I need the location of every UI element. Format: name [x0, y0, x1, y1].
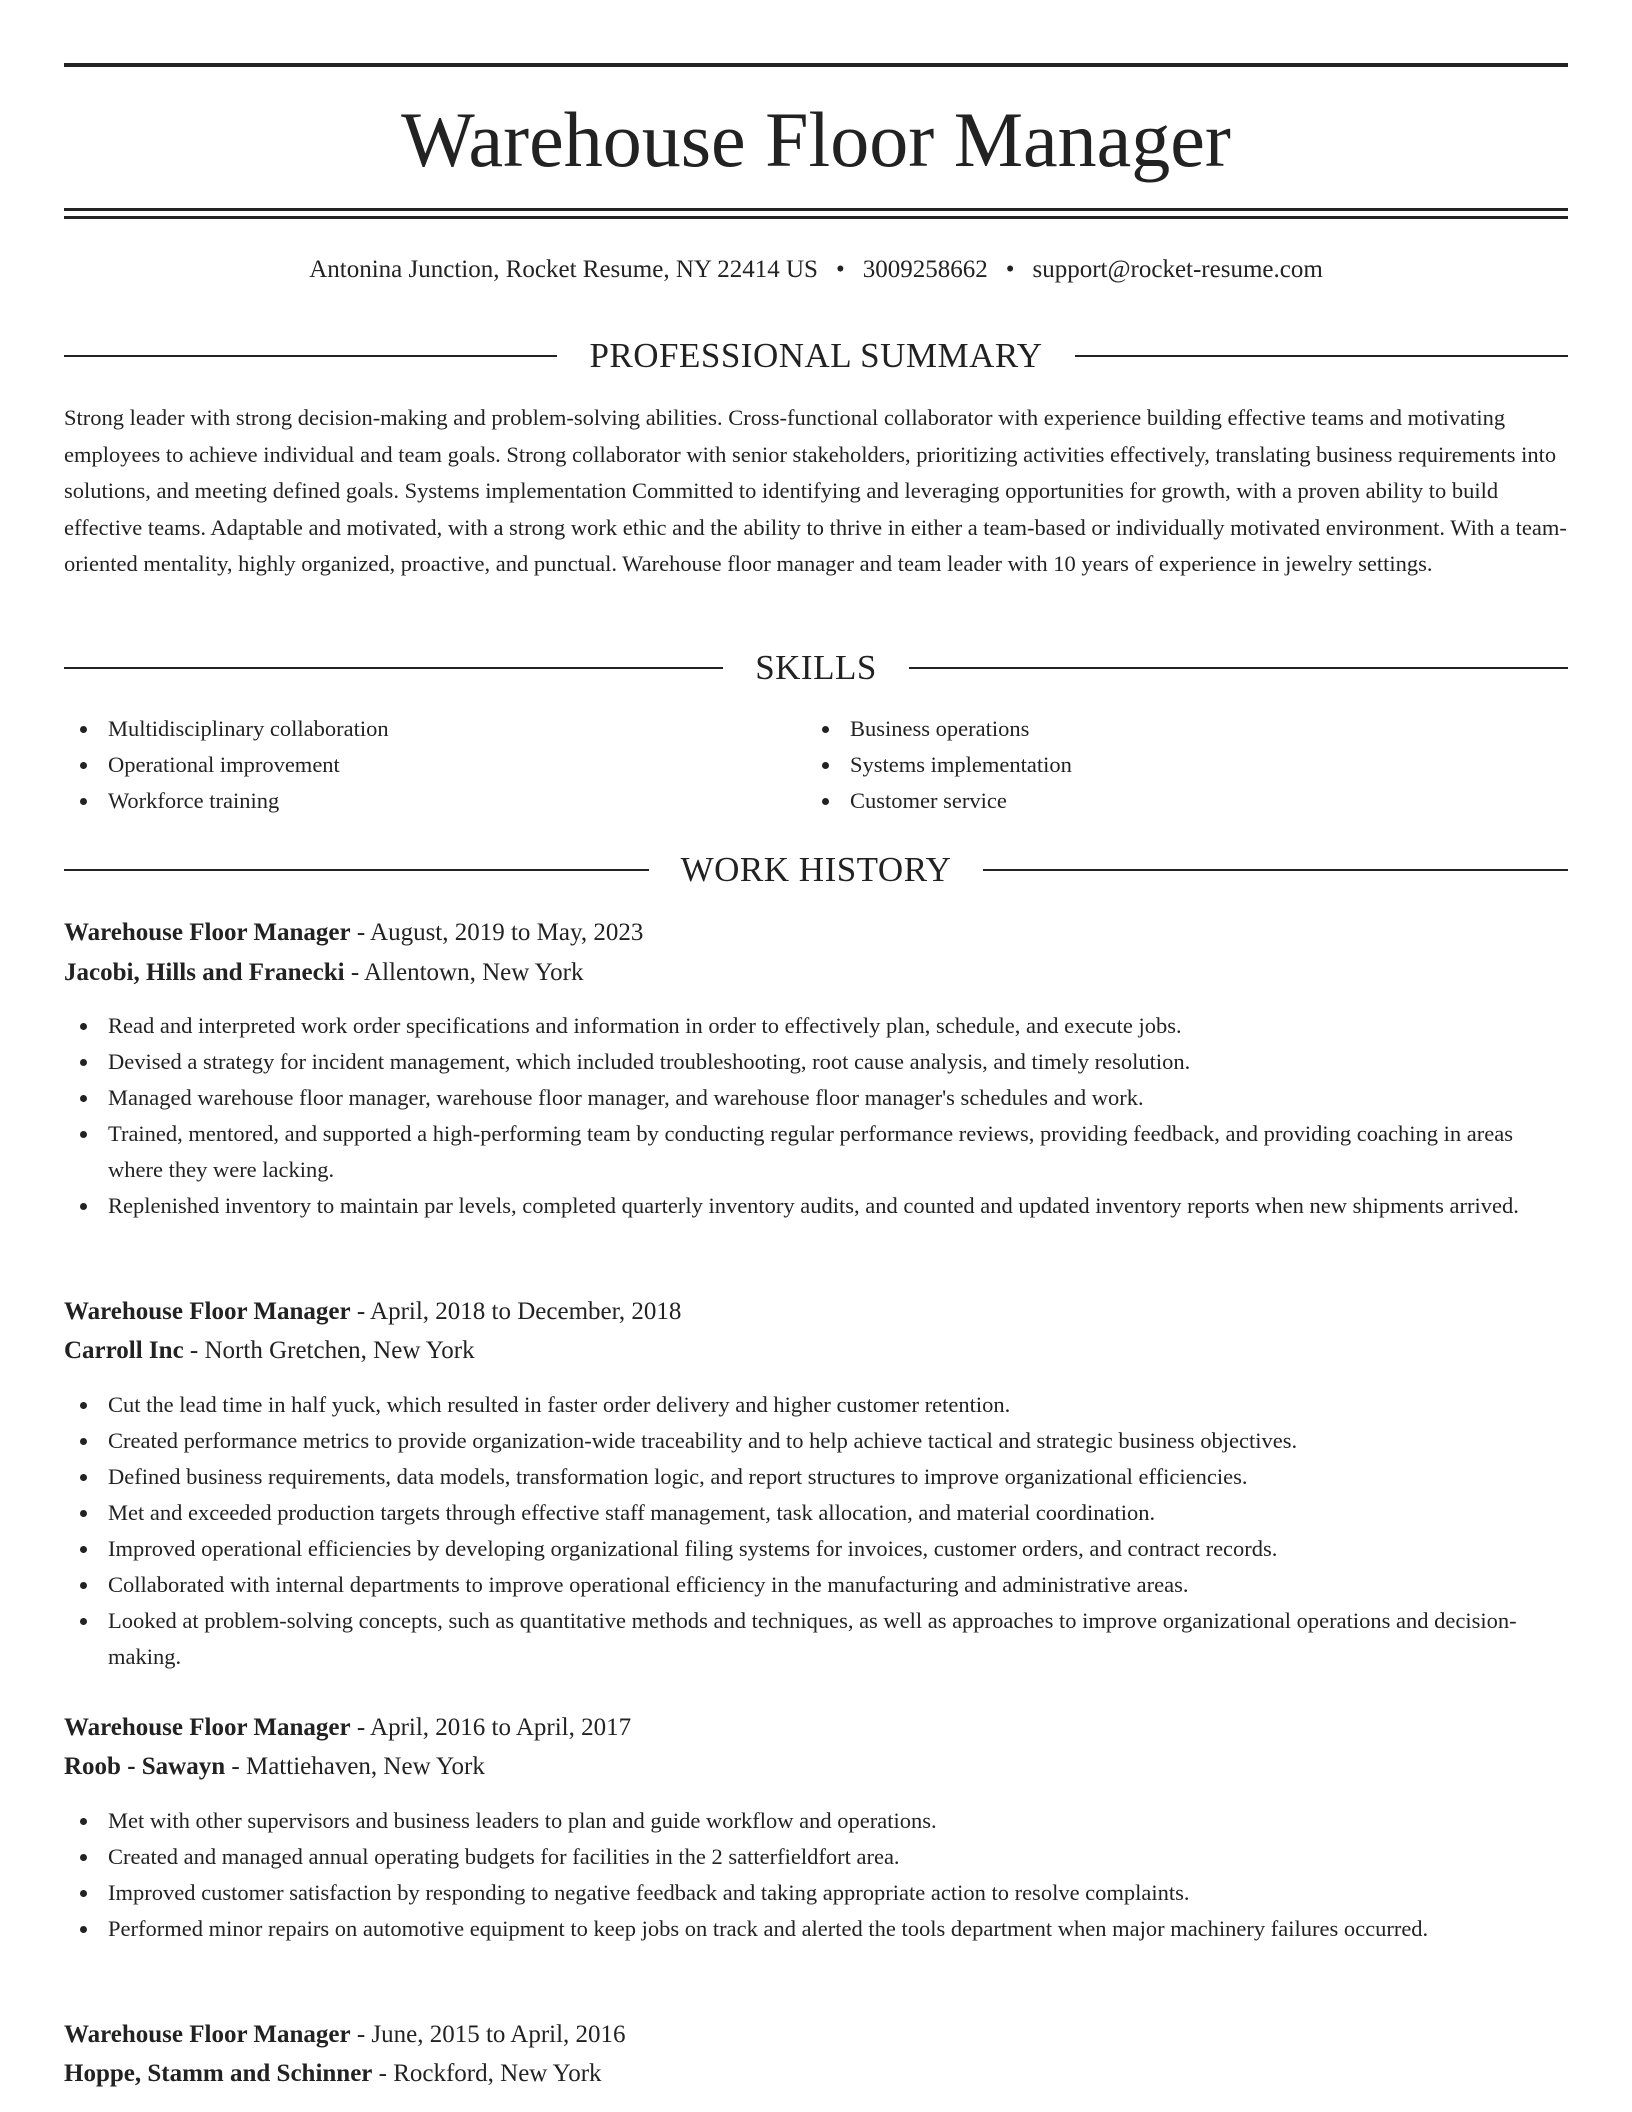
contact-address: Antonina Junction, Rocket Resume, NY 22414 US	[309, 256, 818, 283]
job-dates: - April, 2016 to April, 2017	[350, 1714, 632, 1741]
job-company: Jacobi, Hills and Franecki	[64, 959, 345, 986]
summary-heading-label: PROFESSIONAL SUMMARY	[589, 336, 1043, 375]
job-company: Hoppe, Stamm and Schinner	[64, 2060, 373, 2087]
skills-heading-label: SKILLS	[755, 648, 877, 687]
job-company: Carroll Inc	[64, 1337, 184, 1364]
job-bullet: Managed warehouse floor manager, warehouse floor manager, and warehouse floor manager's schedules and work.	[64, 1080, 1568, 1116]
job-title-line	[64, 1293, 681, 1331]
job-location: - North Gretchen, New York	[183, 1337, 475, 1364]
job-bullets	[64, 1803, 1568, 1947]
job-bullet: Created performance metrics to provide organization-wide traceability and to help achieve tactical and strategic business objectives.	[64, 1423, 1568, 1459]
job-bullet: Created and managed annual operating budgets for facilities in the 2 satterfieldfort area.	[64, 1839, 1568, 1875]
job-location: - Rockford, New York	[372, 2060, 602, 2087]
work-history-heading-label: WORK HISTORY	[680, 850, 952, 889]
job-company: Roob - Sawayn	[64, 1753, 226, 1780]
job-bullet: Defined business requirements, data models, transformation logic, and report structures to improve organizational efficiencies.	[64, 1459, 1568, 1495]
job-title: Warehouse Floor Manager	[64, 919, 351, 946]
summary-heading	[64, 334, 1568, 378]
skills-right-column	[806, 711, 1506, 819]
job-bullet: Improved customer satisfaction by responding to negative feedback and taking appropriate action to resolve complaints.	[64, 1875, 1568, 1911]
skill-item: Business operations	[806, 711, 1506, 747]
resume-title: Warehouse Floor Manager	[401, 96, 1231, 183]
job-title: Warehouse Floor Manager	[64, 2021, 351, 2048]
skills-left-list	[64, 711, 764, 819]
job-bullet: Devised a strategy for incident management, which included troubleshooting, root cause analysis, and timely resolution.	[64, 1044, 1568, 1080]
job-bullet: Trained, mentored, and supported a high-performing team by conducting regular performance reviews, providing feedback, and providing coaching in areas where they were lacking.	[64, 1116, 1568, 1188]
job-bullet: Improved operational efficiencies by developing organizational filing systems for invoices, customer orders, and contract records.	[64, 1531, 1568, 1567]
summary-text: Strong leader with strong decision-making and problem-solving abilities. Cross-functional collaborator with experience building effective teams and motivating employees to achieve individual and team goals. Strong collaborator with senior stakeholders, prioritizing activities effectively, translating business requirements into solutions, and meeting defined goals. Systems implementation Committed to identifying and leveraging opportunities for growth, with a proven ability to build effective teams. Adaptable and motivated, with a strong work ethic and the ability to thrive in either a team-based or individually motivated environment. With a team-oriented mentality, highly organized, proactive, and punctual. Warehouse floor manager and team leader with 10 years of experience in jewelry settings.	[64, 405, 1567, 576]
contact-line	[64, 252, 1568, 288]
skills-heading	[64, 646, 1568, 690]
heading-rule-left	[64, 355, 557, 357]
job-company-line	[64, 2055, 602, 2093]
job-bullet: Met and exceeded production targets through effective staff management, task allocation, and material coordination.	[64, 1495, 1568, 1531]
job-company-line	[64, 954, 584, 992]
contact-separator: •	[1005, 256, 1015, 283]
job-dates: - April, 2018 to December, 2018	[350, 1298, 682, 1325]
heading-rule-left	[64, 667, 723, 669]
heading-rule-right	[1075, 355, 1568, 357]
skill-item: Workforce training	[64, 783, 764, 819]
job-dates: - June, 2015 to April, 2016	[350, 2021, 626, 2048]
skill-item: Operational improvement	[64, 747, 764, 783]
header-double-rule-lower	[64, 216, 1568, 219]
header-top-rule	[64, 63, 1568, 67]
skill-item: Multidisciplinary collaboration	[64, 711, 764, 747]
job-title-line	[64, 2016, 626, 2054]
job-company-line	[64, 1748, 485, 1786]
heading-rule-left	[64, 869, 649, 871]
skill-item: Systems implementation	[806, 747, 1506, 783]
work-history-heading	[64, 848, 1568, 892]
heading-rule-right	[983, 869, 1568, 871]
job-dates: - August, 2019 to May, 2023	[350, 919, 644, 946]
skills-right-list	[806, 711, 1506, 819]
job-location: - Mattiehaven, New York	[225, 1753, 485, 1780]
job-bullet: Replenished inventory to maintain par levels, completed quarterly inventory audits, and counted and updated inventory reports when new shipments arrived.	[64, 1188, 1568, 1224]
contact-phone: 3009258662	[862, 256, 988, 283]
job-bullet: Read and interpreted work order specifications and information in order to effectively plan, schedule, and execute jobs.	[64, 1008, 1568, 1044]
job-bullet: Met with other supervisors and business leaders to plan and guide workflow and operations.	[64, 1803, 1568, 1839]
contact-email: support@rocket-resume.com	[1032, 256, 1323, 283]
skill-item: Customer service	[806, 783, 1506, 819]
skills-left-column	[64, 711, 764, 819]
job-title-line	[64, 1709, 631, 1747]
job-bullet: Cut the lead time in half yuck, which resulted in faster order delivery and higher customer retention.	[64, 1387, 1568, 1423]
heading-rule-right	[909, 667, 1568, 669]
contact-separator: •	[835, 256, 845, 283]
job-bullet: Looked at problem-solving concepts, such as quantitative methods and techniques, as well as approaches to improve organizational operations and decision-making.	[64, 1603, 1568, 1675]
job-bullets	[64, 1387, 1568, 1675]
job-title: Warehouse Floor Manager	[64, 1298, 351, 1325]
header-double-rule-upper	[64, 208, 1568, 211]
job-company-line	[64, 1332, 475, 1370]
job-bullet: Collaborated with internal departments to improve operational efficiency in the manufacturing and administrative areas.	[64, 1567, 1568, 1603]
job-bullet: Performed minor repairs on automotive equipment to keep jobs on track and alerted the tools department when major machinery failures occurred.	[64, 1911, 1568, 1947]
job-title: Warehouse Floor Manager	[64, 1714, 351, 1741]
job-location: - Allentown, New York	[344, 959, 584, 986]
job-bullets	[64, 1008, 1568, 1224]
job-title-line	[64, 914, 643, 952]
